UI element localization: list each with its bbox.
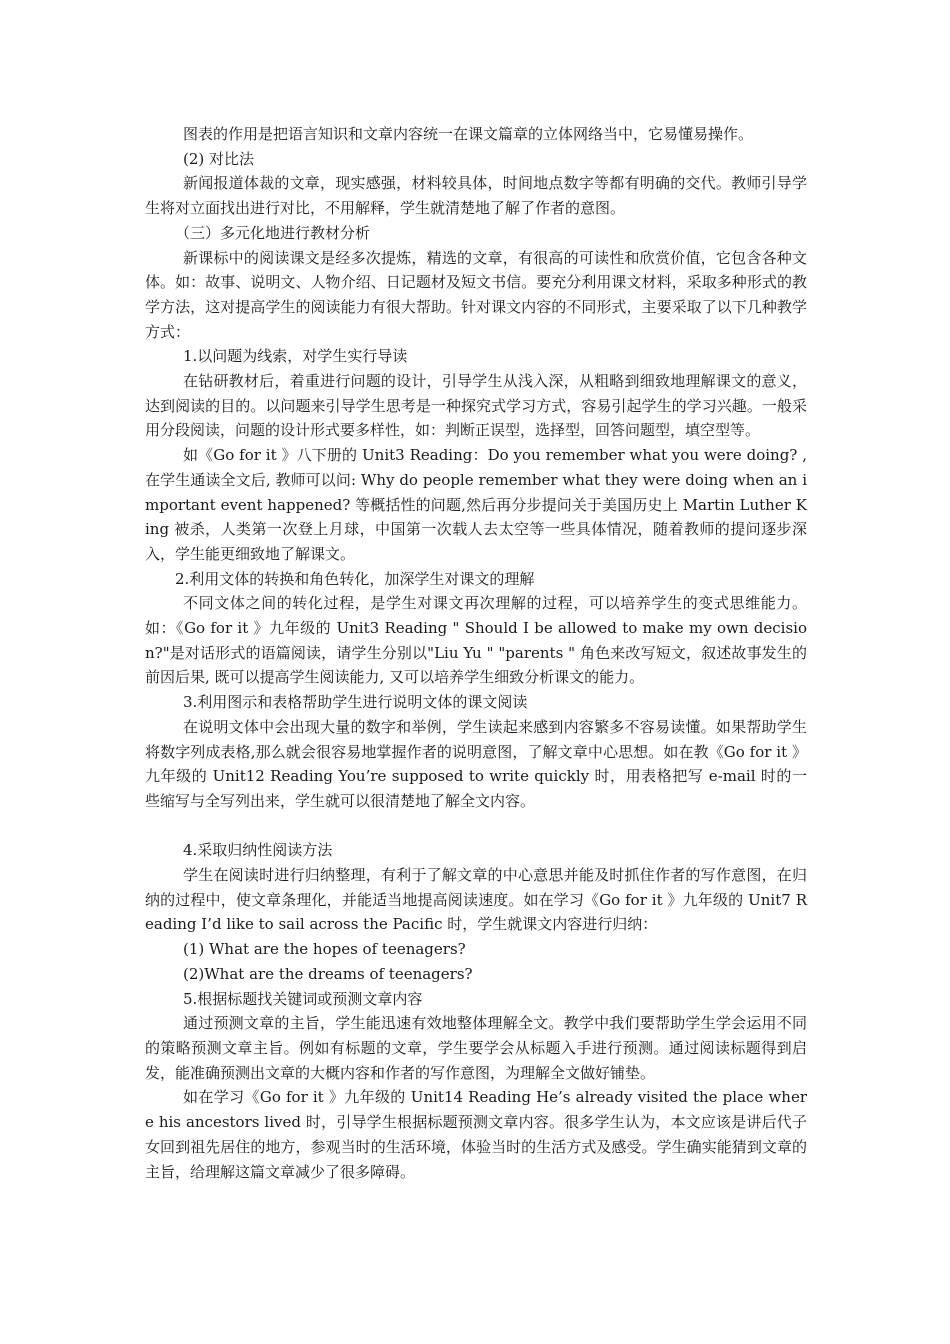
- heading-style-conversion: 2.利用文体的转换和角色转化，加深学生对课文的理解: [175, 569, 535, 588]
- list-item-hopes: (1) What are the hopes of teenagers?: [183, 940, 466, 959]
- paragraph-unit14-example: 如在学习《Go for it 》九年级的 Unit14 Reading He’s already visited the place where his ancestors lived 时，引导学生根据标题预测文章内容。很多学生认为，本文应该是讲后代子女回到祖先居住的地方，参观当时的生活环境，体验当时的生活方式及感受。学生确实能猜到文章的主旨，给理解这篇文章减少了很多障碍。: [145, 1088, 807, 1181]
- paragraph-question-design: 在钻研教材后，着重进行问题的设计，引导学生从浅入深，从粗略到细致地理解课文的意义，达到阅读的目的。以问题来引导学生思考是一种探究式学习方式，容易引起学生的学习兴趣。一般采用分段阅读，问题的设计形式要多样性，如：判断正误型，选择型，回答问题型，填空型等。: [145, 372, 807, 440]
- heading-title-prediction: 5.根据标题找关键词或预测文章内容: [183, 989, 423, 1008]
- paragraph-expository-reading: 在说明文体中会出现大量的数字和举例，学生读起来感到内容繁多不容易读懂。如果帮助学生将数字列成表格,那么就会很容易地掌握作者的说明意图，了解文章中心思想。如在教《Go for it 》九年级的 Unit12 Reading You’re supposed to write quickly 时，用表格把写 e-mail 时的一些缩写与全写列出来，学生就可以很清楚地了解全文内容。: [145, 717, 807, 810]
- paragraph-prediction: 通过预测文章的主旨，学生能迅速有效地整体理解全文。教学中我们要帮助学生学会运用不同的策略预测文章主旨。例如有标题的文章，学生要学会从标题入手进行预测。通过阅读标题得到启发，能准确预测出文章的大概内容和作者的写作意图，为理解全文做好铺垫。: [145, 1014, 807, 1082]
- paragraph-style-conversion: 不同文体之间的转化过程，是学生对课文再次理解的过程，可以培养学生的变式思维能力。如：《Go for it 》九年级的 Unit3 Reading " Should I be allowed to make my own decision?"是对话形式的语篇阅读，请学生分别以"Liu Yu " "parents " 角色来改写短文，叙述故事发生的前因后果, 既可以提高学生阅读能力, 又可以培养学生细致分析课文的能力。: [145, 594, 807, 687]
- section-heading-diversified-analysis: （三）多元化地进行教材分析: [175, 223, 371, 242]
- paragraph-new-curriculum: 新课标中的阅读课文是经多次提炼，精选的文章，有很高的可读性和欣赏价值，它包含各种文体。如：故事、说明文、人物介绍、日记题材及短文书信。要充分利用课文材料，采取多种形式的教学方法，这对提高学生的阅读能力有很大帮助。针对课文内容的不同形式，主要采取了以下几种教学方式：: [145, 248, 807, 341]
- paragraph-unit3-example: 如《Go for it 》八下册的 Unit3 Reading：Do you remember what you were doing? , 在学生通读全文后, 教师可以问: Why do people remember what they were doing when an important event happened? 等概括性的问题,然后再分步提问关于美国历史上 Martin Luther King 被杀，人类第一次登上月球，中国第一次载人去太空等一些具体情况，随着教师的提问逐步深入，学生能更细致地了解课文。: [145, 446, 807, 563]
- heading-contrast-method: (2) 对比法: [183, 149, 255, 168]
- heading-inductive-reading: 4.采取归纳性阅读方法: [183, 841, 333, 860]
- blank-line: [145, 814, 807, 839]
- list-item-dreams: (2)What are the dreams of teenagers?: [183, 964, 473, 983]
- heading-diagrams-tables: 3.利用图示和表格帮助学生进行说明文体的课文阅读: [183, 693, 528, 712]
- heading-question-guided: 1.以问题为线索，对学生实行导读: [183, 347, 408, 366]
- paragraph-news-report: 新闻报道体裁的文章，现实感强，材料较具体，时间地点数字等都有明确的交代。教师引导学生将对立面找出进行对比，不用解释，学生就清楚地了解了作者的意图。: [145, 174, 807, 218]
- document-body: [145, 122, 807, 1184]
- paragraph-inductive-reading: 学生在阅读时进行归纳整理，有利于了解文章的中心意思并能及时抓住作者的写作意图，在归纳的过程中，使文章条理化，并能适当地提高阅读速度。如在学习《Go for it 》九年级的 Unit7 Reading I’d like to sail across the Pacific 时，学生就课文内容进行归纳：: [145, 866, 807, 934]
- paragraph-chart-role: 图表的作用是把语言知识和文章内容统一在课文篇章的立体网络当中，它易懂易操作。: [183, 125, 754, 143]
